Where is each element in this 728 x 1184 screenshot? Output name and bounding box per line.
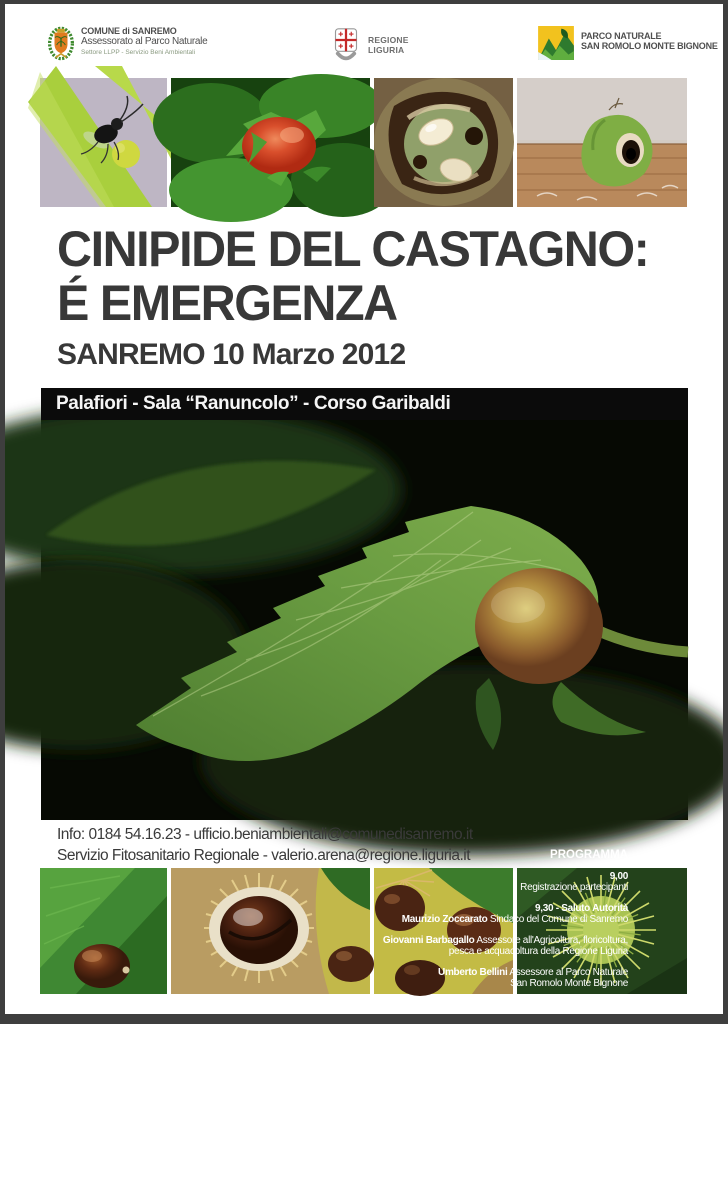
logo-regione-liguria [331, 27, 409, 70]
program-entry: Umberto Bellini Assessore al Parco Naturale San Romolo Monte Bignone [438, 966, 628, 989]
title-line1: CINIPIDE DEL CASTAGNO: [57, 221, 649, 277]
poster-title [57, 222, 648, 330]
comune-line2: Assessorato al Parco Naturale [81, 36, 208, 48]
sanremo-crest-icon [48, 26, 74, 67]
program-heading: PROGRAMMA [550, 849, 628, 861]
venue-text: Palafiori - Sala “Ranuncolo” - Corso Garibaldi [56, 393, 451, 414]
venue-bar [41, 388, 688, 420]
program-entry: 11,30 - Dibattito [559, 1163, 628, 1175]
contact-line1: Info: 0184 54.16.23 - ufficio.beniambientali@comunedisanremo.it [57, 826, 473, 843]
photo-gall-wasp-adult [40, 78, 167, 207]
program-list [208, 871, 628, 1176]
logo-comune-di-sanremo [48, 26, 207, 67]
program-entry: Giovanni Barbagallo Assessore all'Agricoltura, floricoltura, pesca e acquacoltura della Regione Liguria [382, 934, 628, 957]
logo-parco-naturale [538, 26, 718, 65]
regione-line1: REGIONE [368, 35, 409, 45]
parco-line1: PARCO NATURALE [581, 31, 662, 41]
event-date: SANREMO 10 Marzo 2012 [57, 338, 406, 371]
photo-gall-cross-section-larvae [374, 78, 513, 207]
parco-line2: SAN ROMOLO MONTE BIGNONE [581, 41, 718, 52]
photo-chestnut-on-leaves [40, 868, 167, 994]
title-line2: É EMERGENZA [57, 275, 397, 331]
program-entry: 10,30 Valerio Arena, Servizio Fitosanitario Regione Liguria La lotta biologica al cinipide con Torymus sinesi la situazione e il piano strategico nella Provincia di Imperia [364, 1053, 628, 1099]
photo-red-gall-on-leaves [171, 78, 370, 207]
comune-line1: COMUNE di SANREMO [81, 26, 177, 36]
program [208, 850, 628, 1184]
liguria-shield-icon [331, 27, 361, 70]
comune-line3: Settore LLPP - Servizio Beni Ambientali [81, 48, 196, 56]
contact-line2: Servizio Fitosanitario Regionale - valerio.arena@regione.liguria.it [57, 847, 471, 864]
program-entry: 11,00 Claudio Littardi, Comune di Sanremo Servizio Beni Ambientali Imenotteri parassitoidi indigeni : nuove prospettive di lotta biologica [365, 1108, 628, 1154]
program-entry: 9,30 - Saluto Autorità Maurizio Zoccarato Sindaco del Comune di Sanremo [401, 902, 628, 925]
program-entry: 10,00 Apertura lavori Marcello Storace, Dirigente Servizio Fitosanitario Regione Liguria Biologia del cinipide galligeno del castagno (Dryocosmus kuriphilus) e riconoscimento dei danni [347, 998, 628, 1044]
photo-cut-gall-insect [517, 78, 687, 207]
program-entry: 9,00 Registrazione partecipanti [520, 870, 628, 893]
parco-mountain-icon [538, 26, 574, 65]
regione-line2: LIGURIA [368, 44, 405, 55]
